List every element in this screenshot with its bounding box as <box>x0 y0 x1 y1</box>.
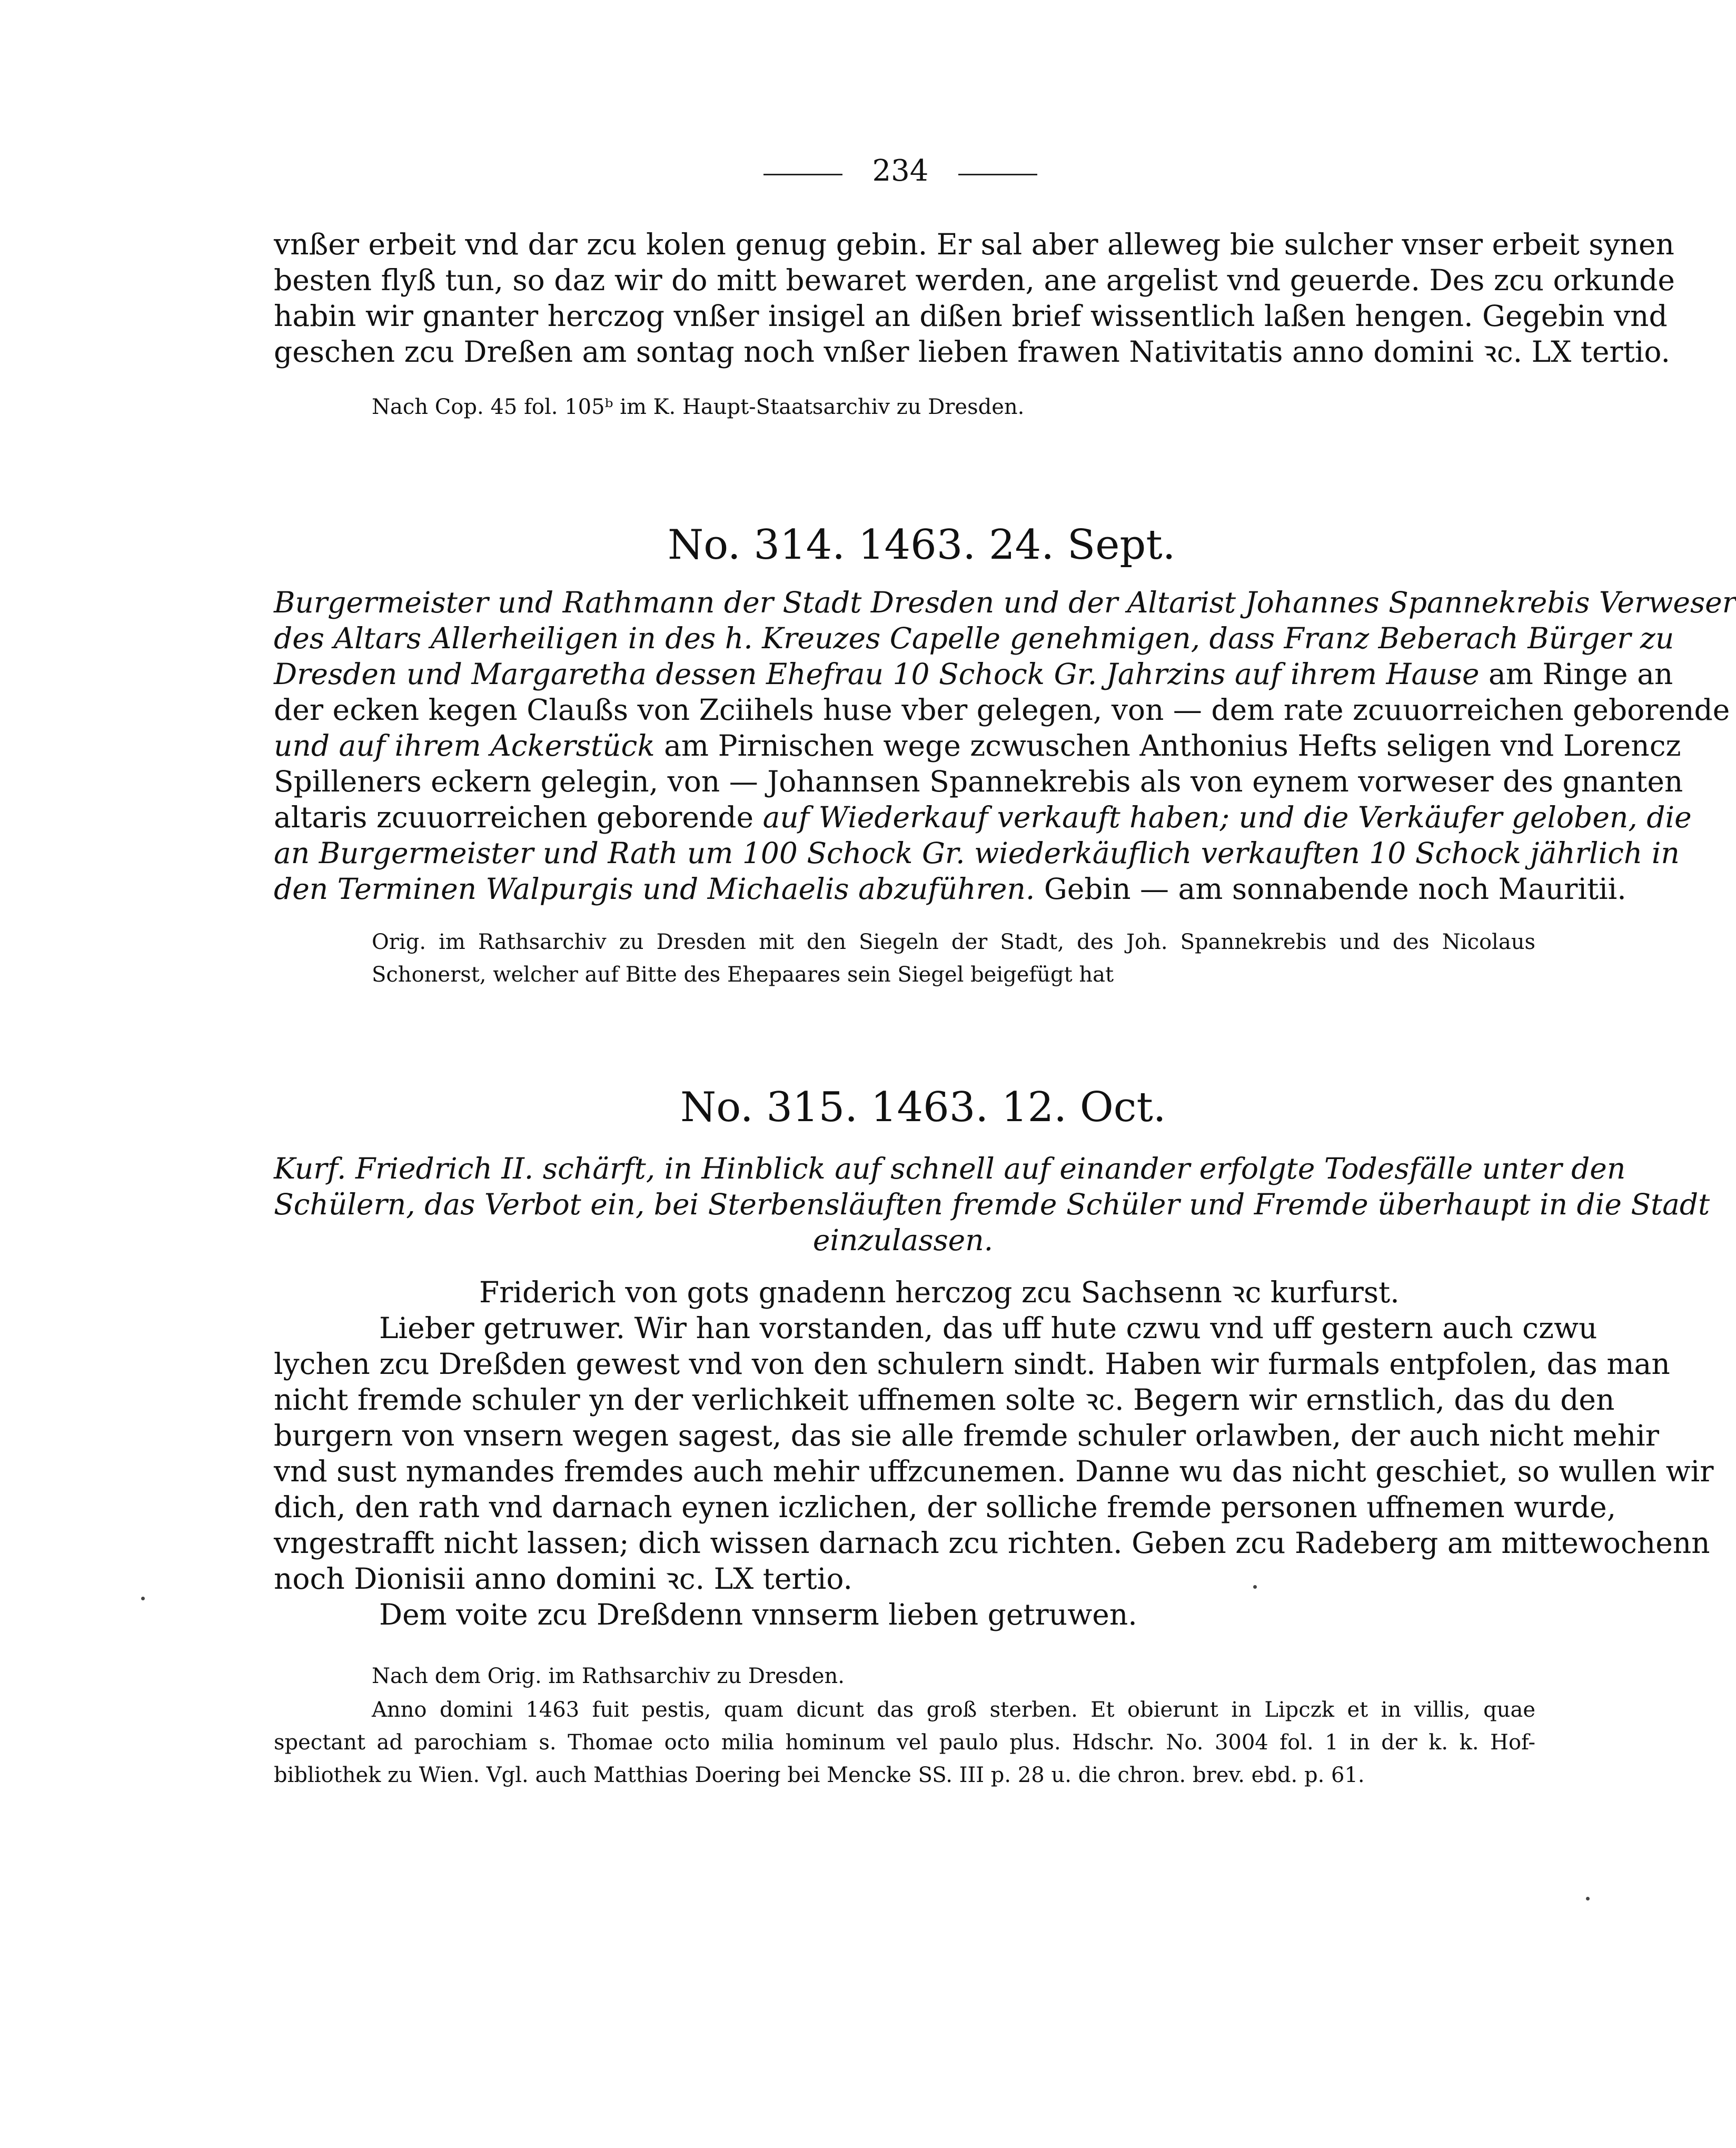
text-line <box>274 692 1730 728</box>
note-source: Nach dem Orig. im Rathsarchiv zu Dresden. <box>372 1664 845 1688</box>
text-line <box>274 871 1626 907</box>
document-315-heading: No. 315. 1463. 12. Oct. <box>680 1084 1166 1131</box>
continuation-text <box>274 226 1675 370</box>
text-line: vnßer erbeit vnd dar zcu kolen genug gebin. Er sal aber alleweg bie sulcher vnser erbeit synen <box>274 227 1674 261</box>
scan-speck <box>1253 1585 1257 1589</box>
note-line: Nach Cop. 45 fol. 105ᵇ im K. Haupt-Staatsarchiv zu Dresden. <box>372 395 1025 419</box>
letter-line: vnd sust nymandes fremdes auch mehir uffzcunemen. Danne wu das nicht geschiet, so wullen wir <box>274 1454 1714 1488</box>
italic-segment: auf Wiederkauf verkauft haben; und die Verkäufer geloben, die <box>762 800 1692 834</box>
summary-line: Kurf. Friedrich II. schärft, in Hinblick auf schnell auf einander erfolgte Todesfälle unter den <box>274 1152 1626 1185</box>
text-line: geschen zcu Dreßen am sontag noch vnßer lieben frawen Nativitatis anno domini ꝛc. LX tertio. <box>274 335 1671 369</box>
letter-line: dich, den rath vnd darnach eynen iczlichen, der solliche fremde personen uffnemen wurde, <box>274 1490 1616 1524</box>
note-line: Anno domini 1463 fuit pestis, quam dicunt das groß sterben. Et obierunt in Lipczk et in villis, quae <box>372 1698 1535 1722</box>
italic-segment: Dresden und Margaretha dessen Ehefrau 10 Schock Gr. Jahrzins auf ihrem Hause <box>274 657 1480 691</box>
note-line: Orig. im Rathsarchiv zu Dresden mit den Siegeln der Stadt, des Joh. Spannekrebis und des Nicolaus <box>372 930 1535 954</box>
roman-segment: am Pirnischen wege zcwuschen Anthonius Hefts seligen vnd Lorencz <box>654 729 1681 763</box>
text-line: besten flyß tun, so daz wir do mitt bewaret werden, ane argelist vnd geuerde. Des zcu orkunde <box>274 263 1675 297</box>
text-line <box>274 656 1673 692</box>
roman-segment: Spilleners eckern gelegin, von — Johannsen Spannekrebis als von eynem vorweser des gnanten <box>274 765 1683 798</box>
text-line: habin wir gnanter herczog vnßer insigel an dißen brief wissentlich laßen hengen. Gegebin vnd <box>274 299 1668 333</box>
letter-line: Lieber getruwer. Wir han vorstanden, das uff hute czwu vnd uff gestern auch czwu <box>379 1311 1598 1345</box>
page-number: 234 <box>872 154 929 188</box>
italic-segment: den Terminen Walpurgis und Michaelis abzuführen. <box>274 872 1035 906</box>
letter-line: noch Dionisii anno domini ꝛc. LX tertio. <box>274 1562 852 1596</box>
text-line <box>274 620 1674 656</box>
scan-speck <box>141 1597 145 1600</box>
note-line: bibliothek zu Wien. Vgl. auch Matthias Doering bei Mencke SS. III p. 28 u. die chron. brev. ebd. p. 61. <box>274 1763 1365 1787</box>
letter-line: nicht fremde schuler yn der verlichkeit uffnemen solte ꝛc. Begern wir ernstlich, das du den <box>274 1383 1615 1417</box>
text-line <box>274 764 1683 799</box>
roman-segment: Gebin — am sonnabende noch Mauritii. <box>1035 872 1626 906</box>
document-315-letter <box>274 1274 1714 1632</box>
summary-line: einzulassen. <box>812 1223 994 1257</box>
document-314-heading: No. 314. 1463. 24. Sept. <box>668 521 1176 569</box>
document-315-note <box>372 1660 1535 1692</box>
letter-line: burgern von vnsern wegen sagest, das sie alle fremde schuler orlawben, der auch nicht mehir <box>274 1419 1660 1452</box>
italic-segment: an Burgermeister und Rath um 100 Schock Gr. wiederkäuflich verkauften 10 Schock jährlich in <box>274 836 1680 870</box>
header-rule-right <box>958 174 1037 175</box>
note-line: Schonerst, welcher auf Bitte des Ehepaares sein Siegel beigefügt hat <box>372 963 1114 987</box>
address-line: Dem voite zcu Dreßdenn vnnserm lieben getruwen. <box>379 1598 1137 1631</box>
document-314-note <box>372 926 1535 991</box>
italic-segment: des Altars Allerheiligen in des h. Kreuzes Capelle genehmigen, dass Franz Beberach Bürger zu <box>274 621 1674 655</box>
text-line <box>274 585 1736 620</box>
italic-segment: und auf ihrem Ackerstück <box>274 729 655 763</box>
letter-line: lychen zcu Dreßden gewest vnd von den schulern sindt. Haben wir furmals entpfolen, das man <box>274 1347 1670 1381</box>
note-line: spectant ad parochiam s. Thomae octo milia hominum vel paulo plus. Hdschr. No. 3004 fol. 1 in der k. k. Hof- <box>274 1730 1535 1755</box>
text-line <box>274 799 1692 835</box>
letter-line: vngestrafft nicht lassen; dich wissen darnach zcu richten. Geben zcu Radeberg am mittewochenn <box>274 1526 1710 1560</box>
text-line <box>274 728 1681 764</box>
roman-segment: altaris zcuuorreichen geborende <box>274 800 763 834</box>
document-315-summary <box>274 1151 1710 1258</box>
italic-segment: Burgermeister und Rathmann der Stadt Dresden und der Altarist Johannes Spannekrebis Verweser <box>274 586 1736 619</box>
text-line <box>274 835 1680 871</box>
roman-segment: am Ringe an <box>1479 657 1673 691</box>
scan-speck <box>1586 1897 1590 1900</box>
summary-line: Schülern, das Verbot ein, bei Sterbensläuften fremde Schüler und Fremde überhaupt in die Stadt <box>274 1187 1710 1221</box>
salutation: Friderich von gots gnadenn herczog zcu Sachsenn ꝛc kurfurst. <box>479 1275 1400 1309</box>
document-314-text <box>274 585 1736 907</box>
roman-segment: der ecken kegen Claußs von Zciihels huse vber gelegen, von — dem rate zcuuorreichen geborende <box>274 693 1730 727</box>
source-note <box>372 391 1530 423</box>
page-header <box>763 154 1037 191</box>
document-315-footnote <box>274 1694 1535 1791</box>
